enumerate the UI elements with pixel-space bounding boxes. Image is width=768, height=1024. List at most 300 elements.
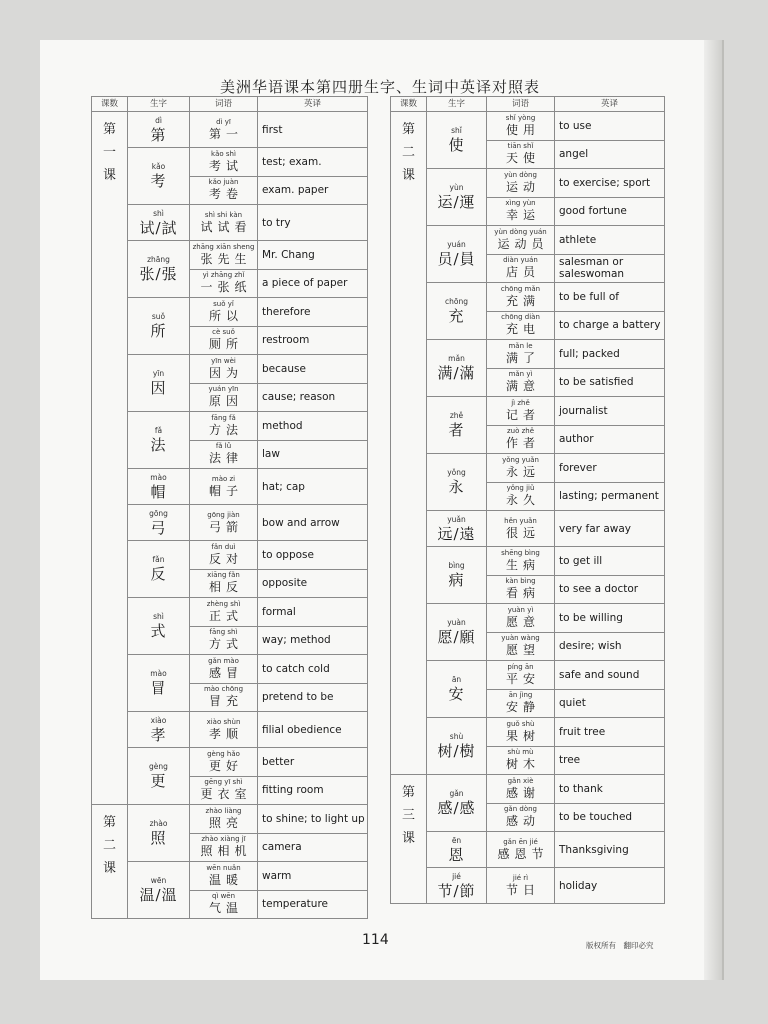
char-pinyin: yuàn	[447, 618, 466, 627]
table-row	[391, 397, 665, 426]
word-cell	[190, 683, 258, 712]
english-translation: better	[258, 748, 368, 777]
word-hanzi: 满意	[505, 379, 540, 394]
word-cell	[190, 626, 258, 655]
char-hanzi: 张/張	[139, 265, 178, 283]
word-hanzi: 方式	[208, 637, 243, 652]
word-pinyin: fǎ lǜ	[215, 442, 232, 451]
header-word: 词语	[190, 97, 258, 112]
english-translation: tree	[555, 746, 665, 775]
char-pinyin: shǐ	[451, 126, 462, 135]
english-translation: Mr. Chang	[258, 241, 368, 270]
table-row	[92, 148, 368, 177]
word-hanzi: 运动	[505, 179, 540, 194]
word-pinyin: tiān shǐ	[507, 142, 534, 151]
word-hanzi: 所以	[208, 308, 243, 323]
char-cell	[427, 169, 487, 226]
word-pinyin: zhāng xiān sheng	[192, 242, 255, 251]
english-translation: salesman or saleswoman	[555, 254, 665, 283]
word-hanzi: 作者	[505, 436, 540, 451]
word-hanzi: 帽子	[208, 483, 243, 498]
word-pinyin: shù mù	[507, 748, 534, 757]
char-cell	[128, 241, 190, 298]
word-hanzi: 考卷	[208, 187, 243, 202]
table-row	[391, 604, 665, 633]
table-row	[391, 112, 665, 141]
char-hanzi: 式	[150, 622, 167, 640]
word-cell	[487, 283, 555, 312]
word-hanzi: 感动	[505, 814, 540, 829]
char-pinyin: suǒ	[151, 312, 166, 321]
char-cell	[427, 718, 487, 775]
header-word: 词语	[487, 97, 555, 112]
word-cell	[190, 112, 258, 148]
table-row	[92, 205, 368, 241]
english-translation: filial obedience	[258, 712, 368, 748]
word-pinyin: yǒng jiǔ	[506, 484, 535, 493]
char-hanzi: 照	[150, 829, 167, 847]
char-cell	[128, 148, 190, 205]
english-translation: pretend to be	[258, 683, 368, 712]
char-hanzi: 树/樹	[437, 742, 476, 760]
lesson-label: 第 二 课	[92, 805, 128, 919]
page-fold-shadow	[704, 40, 722, 980]
char-pinyin: fǎ	[154, 426, 163, 435]
english-translation: forever	[555, 454, 665, 483]
char-cell	[128, 748, 190, 805]
word-cell	[487, 746, 555, 775]
word-pinyin: fǎn duì	[211, 542, 236, 551]
word-pinyin: zhèng shì	[206, 599, 241, 608]
char-cell	[427, 832, 487, 868]
table-row	[391, 226, 665, 255]
english-translation: to be full of	[555, 283, 665, 312]
word-hanzi: 感谢	[505, 785, 540, 800]
vocab-table-right	[390, 96, 665, 904]
word-cell	[487, 575, 555, 604]
word-hanzi: 树木	[505, 757, 540, 772]
word-pinyin: gōng jiàn	[207, 510, 240, 519]
word-cell	[190, 383, 258, 412]
english-translation: warm	[258, 862, 368, 891]
word-hanzi: 天使	[505, 151, 540, 166]
table-row	[92, 412, 368, 441]
char-cell	[427, 112, 487, 169]
table-row	[92, 469, 368, 505]
word-cell	[190, 241, 258, 270]
char-cell	[128, 205, 190, 241]
english-translation: a piece of paper	[258, 269, 368, 298]
word-pinyin: zhào xiàng jī	[201, 835, 246, 844]
english-translation: method	[258, 412, 368, 441]
table-row	[391, 547, 665, 576]
word-hanzi: 幸运	[505, 208, 540, 223]
word-hanzi: 弓箭	[208, 519, 243, 534]
word-cell	[190, 298, 258, 327]
word-pinyin: zuò zhě	[506, 427, 535, 436]
char-hanzi: 帽	[150, 482, 167, 501]
char-hanzi: 节/節	[437, 881, 476, 900]
char-cell	[427, 226, 487, 283]
vocab-table-left	[91, 96, 368, 919]
word-pinyin: yùn dòng	[504, 170, 537, 179]
table-row	[391, 718, 665, 747]
char-cell	[427, 604, 487, 661]
english-translation: very far away	[555, 511, 665, 547]
char-hanzi: 者	[448, 421, 465, 439]
char-pinyin: gōng	[149, 508, 168, 518]
word-pinyin: kàn bìng	[505, 577, 536, 586]
char-pinyin: mǎn	[448, 354, 465, 363]
word-hanzi: 店员	[505, 265, 540, 280]
word-cell	[487, 718, 555, 747]
english-translation: good fortune	[555, 197, 665, 226]
word-cell	[190, 833, 258, 862]
char-hanzi: 冒	[150, 679, 167, 697]
word-pinyin: chōng mǎn	[500, 284, 541, 293]
char-hanzi: 试/試	[139, 218, 178, 237]
word-cell	[190, 412, 258, 441]
english-translation: to exercise; sport	[555, 169, 665, 198]
char-cell	[128, 505, 190, 541]
word-pinyin: wēn nuǎn	[206, 863, 241, 872]
english-translation: to be willing	[555, 604, 665, 633]
english-translation: to be touched	[555, 803, 665, 832]
word-pinyin: cè suǒ	[212, 328, 235, 337]
char-hanzi: 员/員	[437, 250, 476, 268]
english-translation: hat; cap	[258, 469, 368, 505]
word-hanzi: 永远	[505, 464, 540, 479]
word-hanzi: 永久	[505, 493, 540, 508]
char-pinyin: zhě	[449, 411, 464, 420]
table-row	[391, 169, 665, 198]
english-translation: to charge a battery	[555, 311, 665, 340]
char-hanzi: 充	[448, 307, 465, 325]
word-hanzi: 运动员	[497, 236, 549, 251]
word-cell	[487, 368, 555, 397]
english-translation: because	[258, 355, 368, 384]
char-pinyin: yǒng	[447, 468, 466, 477]
table-row	[391, 661, 665, 690]
char-cell	[128, 862, 190, 919]
char-cell	[128, 112, 190, 148]
word-hanzi: 生病	[505, 557, 540, 572]
english-translation: to catch cold	[258, 655, 368, 684]
char-hanzi: 孝	[150, 725, 167, 744]
word-cell	[487, 454, 555, 483]
header-char: 生字	[427, 97, 487, 112]
char-pinyin: shì	[153, 208, 164, 218]
word-pinyin: gǎn dòng	[503, 805, 537, 814]
word-cell	[190, 326, 258, 355]
word-pinyin: xìng yùn	[505, 199, 536, 208]
word-pinyin: mào zi	[211, 474, 236, 483]
char-pinyin: shì	[153, 612, 164, 621]
char-hanzi: 恩	[448, 845, 465, 864]
english-translation: to try	[258, 205, 368, 241]
word-hanzi: 节日	[505, 882, 540, 897]
word-cell	[487, 140, 555, 169]
word-hanzi: 更好	[208, 758, 243, 773]
word-pinyin: gǎn ēn jié	[503, 837, 538, 846]
word-cell	[190, 469, 258, 505]
table-row	[92, 748, 368, 777]
word-hanzi: 记者	[505, 407, 540, 422]
word-cell	[487, 775, 555, 804]
english-translation: therefore	[258, 298, 368, 327]
english-translation: quiet	[555, 689, 665, 718]
english-translation: law	[258, 440, 368, 469]
english-translation: restroom	[258, 326, 368, 355]
table-row	[92, 112, 368, 148]
char-pinyin: mào	[150, 472, 167, 482]
char-pinyin: chōng	[445, 297, 468, 306]
table-row	[92, 712, 368, 748]
table-row	[92, 862, 368, 891]
word-pinyin: chōng diàn	[501, 313, 540, 322]
table-row	[391, 832, 665, 868]
word-cell	[487, 226, 555, 255]
english-translation: cause; reason	[258, 383, 368, 412]
word-cell	[487, 868, 555, 904]
word-pinyin: jié rì	[512, 873, 529, 882]
word-hanzi: 方法	[208, 422, 243, 437]
char-cell	[128, 355, 190, 412]
char-pinyin: mào	[150, 669, 167, 678]
word-cell	[487, 604, 555, 633]
english-translation: first	[258, 112, 368, 148]
char-pinyin: yuán	[447, 240, 466, 249]
english-translation: to see a doctor	[555, 575, 665, 604]
word-cell	[190, 805, 258, 834]
copyright-footer: 版权所有 翻印必究	[586, 941, 654, 950]
char-pinyin: gèng	[149, 762, 168, 771]
char-cell	[427, 547, 487, 604]
word-cell	[487, 689, 555, 718]
table-row	[92, 598, 368, 627]
english-translation: to use	[555, 112, 665, 141]
lesson-label: 第 二 课	[391, 112, 427, 775]
word-hanzi: 照亮	[208, 815, 243, 830]
english-translation: to shine; to light up	[258, 805, 368, 834]
char-pinyin: gǎn	[449, 789, 464, 798]
english-translation: exam. paper	[258, 176, 368, 205]
word-hanzi: 张先生	[200, 251, 252, 266]
word-pinyin: mǎn le	[508, 341, 533, 350]
char-cell	[128, 598, 190, 655]
english-translation: temperature	[258, 890, 368, 919]
header-char: 生字	[128, 97, 190, 112]
table-row	[92, 505, 368, 541]
char-cell	[427, 511, 487, 547]
char-pinyin: fǎn	[152, 555, 165, 564]
word-cell	[190, 176, 258, 205]
word-cell	[190, 712, 258, 748]
word-cell	[487, 832, 555, 868]
char-cell	[427, 340, 487, 397]
table-row	[92, 805, 368, 834]
char-cell	[128, 298, 190, 355]
english-translation: athlete	[555, 226, 665, 255]
word-cell	[487, 661, 555, 690]
word-hanzi: 原因	[208, 394, 243, 409]
page-number: 114	[362, 932, 389, 948]
word-cell	[487, 340, 555, 369]
word-hanzi: 温暖	[208, 872, 243, 887]
english-translation: opposite	[258, 569, 368, 598]
word-pinyin: kǎo juàn	[208, 178, 239, 187]
word-hanzi: 果树	[505, 728, 540, 743]
word-cell	[190, 569, 258, 598]
word-hanzi: 正式	[208, 608, 243, 623]
word-pinyin: yuàn wàng	[501, 634, 540, 643]
word-hanzi: 照相机	[200, 844, 252, 859]
word-hanzi: 充满	[505, 293, 540, 308]
table-row	[92, 298, 368, 327]
table-row	[92, 655, 368, 684]
word-pinyin: qì wēn	[211, 892, 236, 901]
table-row	[391, 511, 665, 547]
char-cell	[128, 712, 190, 748]
word-hanzi: 感冒	[208, 665, 243, 680]
char-pinyin: dì	[155, 115, 162, 125]
char-hanzi: 考	[150, 172, 167, 190]
word-pinyin: shǐ yòng	[505, 113, 536, 122]
char-hanzi: 运/運	[437, 193, 476, 211]
word-cell	[190, 440, 258, 469]
word-cell	[190, 655, 258, 684]
char-cell	[427, 661, 487, 718]
word-pinyin: yīn wèi	[211, 356, 236, 365]
word-pinyin: mǎn yì	[508, 370, 533, 379]
english-translation: test; exam.	[258, 148, 368, 177]
char-cell	[128, 805, 190, 862]
english-translation: Thanksgiving	[555, 832, 665, 868]
english-translation: bow and arrow	[258, 505, 368, 541]
word-pinyin: shì shi kàn	[204, 210, 243, 219]
word-hanzi: 试试看	[200, 219, 252, 234]
header-lesson: 课数	[92, 97, 128, 112]
word-hanzi: 更衣室	[200, 787, 252, 802]
english-translation: holiday	[555, 868, 665, 904]
word-cell	[190, 148, 258, 177]
char-cell	[427, 775, 487, 832]
char-pinyin: xiào	[150, 715, 167, 725]
english-translation: journalist	[555, 397, 665, 426]
word-cell	[487, 632, 555, 661]
english-translation: desire; wish	[555, 632, 665, 661]
word-pinyin: xiào shùn	[206, 717, 241, 726]
word-cell	[487, 511, 555, 547]
english-translation: to get ill	[555, 547, 665, 576]
word-cell	[487, 112, 555, 141]
word-hanzi: 考试	[208, 158, 243, 173]
char-pinyin: bìng	[448, 561, 465, 570]
word-cell	[487, 803, 555, 832]
word-cell	[487, 197, 555, 226]
word-pinyin: fāng shì	[209, 628, 238, 637]
word-cell	[190, 205, 258, 241]
char-hanzi: 永	[448, 478, 465, 496]
word-cell	[190, 862, 258, 891]
word-hanzi: 反对	[208, 551, 243, 566]
word-pinyin: gǎn mào	[208, 656, 239, 665]
char-pinyin: kǎo	[151, 162, 166, 171]
word-pinyin: hěn yuǎn	[504, 516, 537, 525]
word-pinyin: suǒ yǐ	[213, 299, 234, 308]
word-cell	[190, 541, 258, 570]
table-row	[92, 541, 368, 570]
word-hanzi: 很远	[505, 525, 540, 540]
word-pinyin: yuán yīn	[208, 385, 239, 394]
char-hanzi: 更	[150, 772, 167, 790]
english-translation: safe and sound	[555, 661, 665, 690]
char-pinyin: yùn	[449, 183, 464, 192]
char-hanzi: 所	[150, 322, 167, 340]
word-pinyin: kǎo shì	[211, 149, 236, 158]
header-eng: 英译	[258, 97, 368, 112]
char-pinyin: shù	[449, 732, 464, 741]
word-pinyin: diàn yuán	[503, 256, 538, 265]
char-pinyin: ān	[451, 675, 462, 684]
word-cell	[487, 311, 555, 340]
header-eng: 英译	[555, 97, 665, 112]
char-cell	[128, 655, 190, 712]
char-cell	[427, 397, 487, 454]
char-pinyin: wēn	[150, 876, 167, 885]
char-hanzi: 温/溫	[139, 886, 178, 904]
word-cell	[487, 547, 555, 576]
char-pinyin: jié	[452, 871, 461, 881]
word-cell	[487, 425, 555, 454]
char-hanzi: 弓	[150, 518, 167, 537]
char-cell	[128, 469, 190, 505]
word-hanzi: 满了	[505, 350, 540, 365]
char-hanzi: 安	[448, 685, 465, 703]
word-pinyin: guǒ shù	[506, 719, 535, 728]
english-translation: angel	[555, 140, 665, 169]
word-hanzi: 厕所	[208, 337, 243, 352]
english-translation: to oppose	[258, 541, 368, 570]
english-translation: to thank	[555, 775, 665, 804]
word-cell	[190, 505, 258, 541]
word-hanzi: 法律	[208, 451, 243, 466]
word-hanzi: 愿意	[505, 614, 540, 629]
word-pinyin: shēng bìng	[501, 548, 540, 557]
word-pinyin: xiāng fǎn	[207, 571, 240, 580]
word-hanzi: 看病	[505, 586, 540, 601]
word-hanzi: 安静	[505, 700, 540, 715]
page-title: 美洲华语课本第四册生字、生词中英译对照表	[219, 78, 540, 96]
table-row	[391, 340, 665, 369]
word-cell	[487, 169, 555, 198]
word-cell	[190, 355, 258, 384]
char-pinyin: yuǎn	[447, 514, 466, 524]
word-hanzi: 充电	[505, 322, 540, 337]
char-hanzi: 感/感	[437, 799, 476, 817]
english-translation: fitting room	[258, 776, 368, 805]
word-cell	[487, 482, 555, 511]
word-cell	[190, 748, 258, 777]
char-hanzi: 使	[448, 136, 465, 154]
char-cell	[427, 868, 487, 904]
char-hanzi: 愿/願	[437, 628, 476, 646]
char-pinyin: zhāng	[147, 255, 170, 264]
word-pinyin: dì yī	[216, 117, 231, 126]
english-translation: lasting; permanent	[555, 482, 665, 511]
word-hanzi: 感恩节	[497, 846, 549, 861]
table-row	[391, 454, 665, 483]
